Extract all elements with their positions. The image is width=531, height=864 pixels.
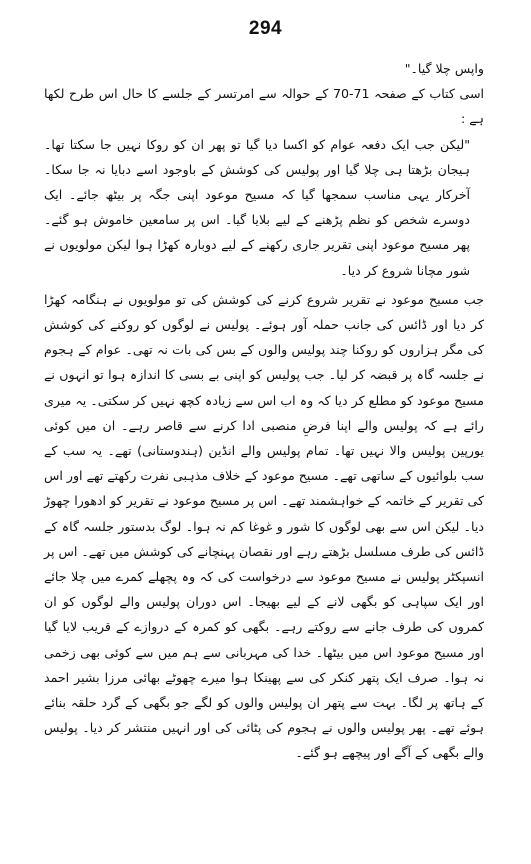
paragraph-closing-quote: واپس چلا گیا۔"	[404, 61, 484, 76]
paragraph-quote: "لیکن جب ایک دفعہ عوام کو اکسا دیا گیا تو پھر ان کو روکا نہیں جا سکتا تھا۔ ہیجان بڑھتا ہی چلا گیا اور پولیس کی کوشش کے باوجود اسے دبایا نہ جا سکا۔ آخرکار یہی مناسب سمجھا گیا کہ مسیح موعود اپنی جگہ پر بیٹھ جائے۔ ایک دوسرے شخص کو نظم پڑھنے کے لیے بلایا گیا۔ اس پر سامعین خاموش ہو گئے۔ پھر مسیح موعود اپنی تقریر جاری رکھنے کے لیے دوبارہ کھڑا ہوا لیکن مولویوں نے شور مچانا شروع کر دیا۔	[44, 136, 470, 278]
page-number: 294	[248, 18, 283, 39]
page-body	[44, 56, 484, 766]
paragraph-main: جب مسیح موعود نے تقریر شروع کرنے کی کوشش کی تو مولویوں نے ہنگامہ کھڑا کر دیا اور ڈائس کی جانب حملہ آور ہوئے۔ پولیس نے لوگوں کو روکنے کی کوشش کی مگر ہزاروں کو روکنا چند پولیس والوں کے بس کی بات نہ تھی۔ عوام کے ہجوم نے جلسہ گاہ پر قبضہ کر لیا۔ جب پولیس کو اپنی بے بسی کا اندازہ ہوا تو انہوں نے مسیح موعود کو مطلع کر دیا کہ وہ اب اس سے زیادہ کچھ نہیں کر سکتی۔ یہ میری رائے ہے کہ پولیس والے اپنا فرضِ منصبی ادا کرنے سے قاصر رہے۔ ان میں کوئی یورپین پولیس والا نہیں تھا۔ تمام پولیس والے انڈین (ہندوستانی) تھے۔ یہ سب کے سب بلوائیوں کے ساتھی تھے۔ مسیح موعود کے خلاف مذہبی نفرت رکھتے تھے اور اس کی تقریر کے خاتمہ کے خواہشمند تھے۔ اس پر مسیح موعود نے تقریر کو ادھورا چھوڑ دیا۔ لیکن اس سے بھی لوگوں کا شور و غوغا کم نہ ہوا۔ لوگ بدستور جلسہ گاہ کے ڈائس کی طرف مسلسل بڑھتے رہے اور نقصان پہنچانے کی کوشش میں تھے۔ اس پر انسپکٹر پولیس نے مسیح موعود سے درخواست کی کہ وہ پچھلے کمرے میں چلا جائے اور ایک سپاہی کو بگھی لانے کے لیے بھیجا۔ اس دوران پولیس والے لوگوں کو ان کمروں کی طرف جانے سے روکتے رہے۔ بگھی کو کمرہ کے دروازے کے قریب لایا گیا اور مسیح موعود اس میں بیٹھا۔ خدا کی مہربانی سے ہم میں سے کوئی بھی زخمی نہ ہوا۔ صرف ایک پتھر کنکر کی سے پھینکا ہوا میرے چھوٹے بھائی مرزا بشیر احمد کے ہاتھ پر لگا۔ بہت سے پتھر ان پولیس والوں کو لگے جو بگھی کے گرد حلقہ بنائے ہوئے تھے۔ پھر پولیس والوں نے ہجوم کی پٹائی کی اور انہیں منتشر کر دیا۔ پولیس والے بگھی کے آگے اور پیچھے ہو گئے۔	[44, 291, 484, 761]
paragraph-reference: اسی کتاب کے صفحہ 71-70 کے حوالہ سے امرتسر کے جلسے کا حال اس طرح لکھا ہے :	[44, 86, 484, 127]
